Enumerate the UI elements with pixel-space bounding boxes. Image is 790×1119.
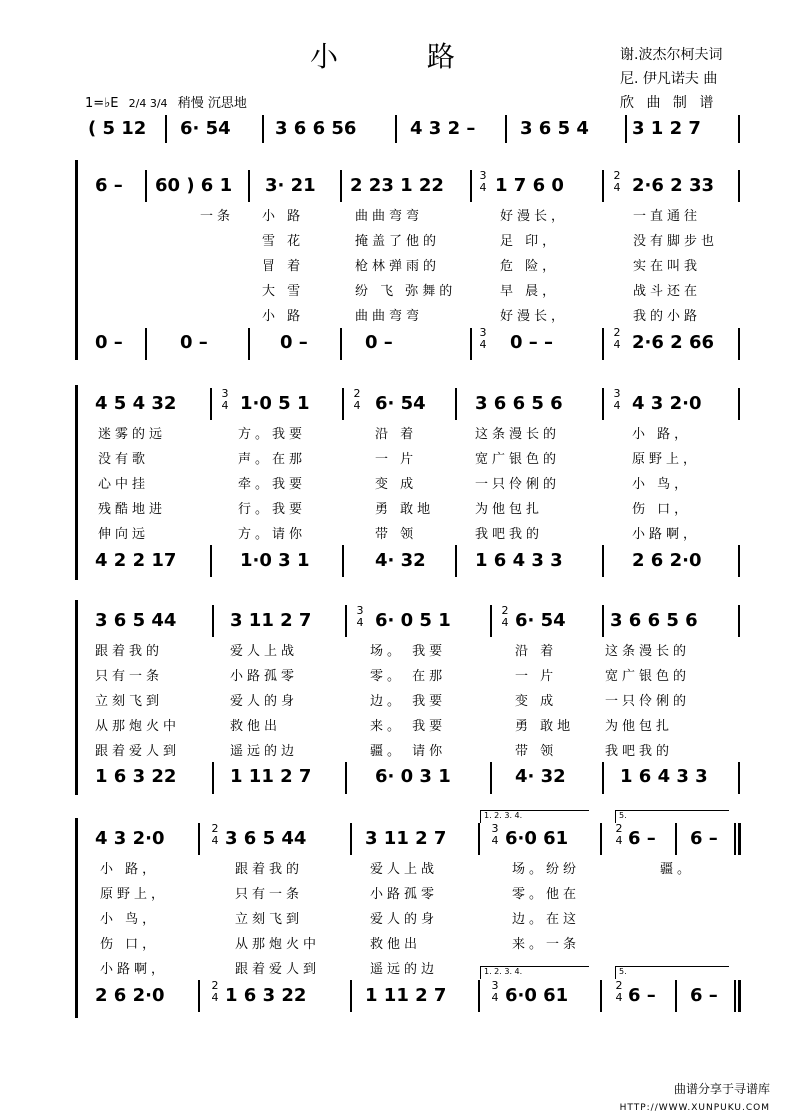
lyric: 爱人上战 [230, 644, 299, 659]
volta-bracket: 1. 2. 3. 4. [480, 966, 589, 979]
lyric: 从那炮火中 [95, 719, 181, 734]
lyric: 沿 着 [375, 427, 418, 442]
lyric: 小 路， [632, 427, 692, 442]
verse-row [0, 665, 790, 687]
lyric: 沿 着 [515, 644, 558, 659]
lyric: 小 路 [262, 309, 305, 324]
lyric: 小 路， [100, 862, 160, 877]
bar-line [675, 980, 677, 1012]
key-label: 1=♭E [85, 96, 119, 111]
lyric: 我吧我的 [605, 744, 674, 759]
lyric: 实在叫我 [633, 259, 702, 274]
measure: 6· 54 [375, 393, 426, 414]
bar-line [734, 823, 736, 855]
song-title: 小 路 [310, 40, 495, 73]
harmony-row [0, 550, 790, 580]
lyric: 为他包扎 [605, 719, 674, 734]
measure: 6· 54 [515, 610, 566, 631]
bar-line [600, 980, 602, 1012]
bar-line [738, 605, 740, 637]
measure: 0 – [95, 332, 123, 353]
lyric: 只有一条 [95, 669, 164, 684]
lyric: 为他包扎 [475, 502, 544, 517]
bar-line [165, 115, 167, 143]
lyric: 一条 [200, 209, 235, 224]
lyric: 好漫长， [500, 309, 569, 324]
time-signature: 3 4 [479, 169, 487, 194]
intro-measure: ( 5 12 [88, 118, 147, 139]
lyric: 场。纷纷 [512, 862, 581, 877]
measure: 3· 21 [265, 175, 316, 196]
bar-line [602, 545, 604, 577]
measure: 0 – [280, 332, 308, 353]
lyric: 伤 口， [632, 502, 692, 517]
verse-row [0, 423, 790, 445]
bar-line [342, 545, 344, 577]
measure: 3 11 2 7 [230, 610, 312, 631]
bar-line [470, 328, 472, 360]
bar-line [734, 980, 736, 1012]
measure: 3 6 5 44 [225, 828, 307, 849]
lyric: 小路啊， [632, 527, 701, 542]
lyric: 边。在这 [512, 912, 581, 927]
verse-row [0, 280, 790, 302]
lyric: 宽广银色的 [605, 669, 691, 684]
lyric: 来。 我要 [370, 719, 447, 734]
verse-row [0, 523, 790, 545]
meter-label: 2/4 3/4 [128, 97, 168, 110]
lyric: 一直通往 [633, 209, 702, 224]
bar-line [455, 545, 457, 577]
time-signature: 3 4 [491, 979, 499, 1004]
lyric: 伤 口， [100, 937, 160, 952]
time-signature: 3 4 [613, 387, 621, 412]
intro-measure: 6· 54 [180, 118, 231, 139]
verse-row [0, 858, 790, 880]
lyric: 没有歌 [98, 452, 150, 467]
measure: 2·6 2 33 [632, 175, 714, 196]
melody-row [0, 393, 790, 423]
lyric: 小 路 [262, 209, 305, 224]
lyric: 迷雾的远 [98, 427, 167, 442]
verse-row [0, 255, 790, 277]
verse-row [0, 883, 790, 905]
lyric: 这条漫长的 [475, 427, 561, 442]
lyric: 爱人的身 [230, 694, 299, 709]
measure: 0 – [365, 332, 393, 353]
lyric: 危 险， [500, 259, 560, 274]
measure: 4· 32 [375, 550, 426, 571]
verse-row [0, 205, 790, 227]
bar-line [350, 823, 352, 855]
lyric: 一 片 [515, 669, 558, 684]
verse-row [0, 908, 790, 930]
melody-row [0, 175, 790, 205]
lyric: 残酷地进 [98, 502, 167, 517]
verse-row [0, 690, 790, 712]
lyric: 纷 飞 弥舞的 [355, 284, 457, 299]
verse-row [0, 640, 790, 662]
bar-line [198, 823, 200, 855]
harmony-row [0, 766, 790, 796]
lyric: 小 鸟， [632, 477, 692, 492]
bar-line [212, 605, 214, 637]
tempo-label: 稍慢 沉思地 [177, 96, 247, 111]
lyric: 方。请你 [238, 527, 307, 542]
lyric: 好漫长， [500, 209, 569, 224]
time-signature: 2 4 [211, 979, 219, 1004]
measure: 6·0 61 [505, 828, 569, 849]
harmony-row [0, 985, 790, 1015]
lyric: 曲曲弯弯 [355, 209, 424, 224]
lyricist-credit: 谢.波杰尔柯夫词 [620, 47, 723, 63]
time-signature: 2 4 [501, 604, 509, 629]
lyric: 足 印， [500, 234, 560, 249]
bar-line [455, 388, 457, 420]
bar-line [145, 170, 147, 202]
lyric: 伸向远 [98, 527, 150, 542]
bar-line [602, 328, 604, 360]
lyric: 跟着我的 [235, 862, 304, 877]
lyric: 变 成 [375, 477, 418, 492]
melody-row [0, 828, 790, 858]
harmony-row [0, 332, 790, 362]
lyric: 方。我要 [238, 427, 307, 442]
measure: 4 3 2·0 [632, 393, 702, 414]
verse-row [0, 715, 790, 737]
time-signature: 2 4 [211, 822, 219, 847]
lyric: 救他出 [370, 937, 422, 952]
measure: 6 – [690, 985, 718, 1006]
bar-line [738, 115, 740, 143]
bar-line [478, 980, 480, 1012]
bar-line [602, 170, 604, 202]
lyric: 小路孤零 [370, 887, 439, 902]
measure: 1 6 4 3 3 [620, 766, 708, 787]
bar-line [478, 823, 480, 855]
bar-line [600, 823, 602, 855]
lyric: 早 晨， [500, 284, 560, 299]
measure: 2 6 2·0 [95, 985, 165, 1006]
bar-line [490, 605, 492, 637]
intro-measure: 4 3 2 – [410, 118, 476, 139]
lyric: 跟着我的 [95, 644, 164, 659]
measure: 60 ) 6 1 [155, 175, 233, 196]
measure: 6·0 61 [505, 985, 569, 1006]
volta-bracket: 5. [615, 810, 729, 823]
verse-row [0, 230, 790, 252]
bar-line [210, 388, 212, 420]
bar-line [340, 328, 342, 360]
lyric: 宽广银色的 [475, 452, 561, 467]
bar-line [350, 980, 352, 1012]
lyric: 爱人上战 [370, 862, 439, 877]
verse-row [0, 498, 790, 520]
measure: 3 11 2 7 [365, 828, 447, 849]
intro-measure: 3 6 6 56 [275, 118, 357, 139]
lyric: 枪林弹雨的 [355, 259, 441, 274]
measure: 6· 0 3 1 [375, 766, 451, 787]
lyric: 一 片 [375, 452, 418, 467]
footer-source: 曲谱分享于寻谱库 [673, 1082, 770, 1096]
lyric: 心中挂 [98, 477, 150, 492]
bar-line [395, 115, 397, 143]
lyric: 跟着爱人到 [95, 744, 181, 759]
lyric: 大 雪 [262, 284, 305, 299]
bar-line [345, 762, 347, 794]
arranger-credit: 欣 曲 制 谱 [620, 95, 718, 111]
bar-line [738, 328, 740, 360]
lyric: 场。 我要 [370, 644, 447, 659]
bar-line [738, 170, 740, 202]
lyric: 边。 我要 [370, 694, 447, 709]
volta-bracket: 5. [615, 966, 729, 979]
bar-line [248, 170, 250, 202]
lyric: 行。我要 [238, 502, 307, 517]
time-signature: 3 4 [221, 387, 229, 412]
measure: 2 6 2·0 [632, 550, 702, 571]
intro-measure: 3 1 2 7 [632, 118, 701, 139]
measure: 6 – [690, 828, 718, 849]
measure: 1 11 2 7 [230, 766, 312, 787]
lyric: 跟着爱人到 [235, 962, 321, 977]
lyric: 掩盖了他的 [355, 234, 441, 249]
lyric: 我的小路 [633, 309, 702, 324]
measure: 4 5 4 32 [95, 393, 177, 414]
lyric: 一只伶俐的 [605, 694, 691, 709]
bar-line [212, 762, 214, 794]
verse-row [0, 448, 790, 470]
melody-row [0, 610, 790, 640]
lyric: 遥远的边 [370, 962, 439, 977]
bar-line [262, 115, 264, 143]
measure: 4 2 2 17 [95, 550, 177, 571]
bar-line [675, 823, 677, 855]
lyric: 遥远的边 [230, 744, 299, 759]
composer-credit: 尼. 伊凡诺夫 曲 [620, 71, 718, 87]
lyric: 带 领 [375, 527, 418, 542]
time-signature: 3 4 [491, 822, 499, 847]
lyric: 战斗还在 [633, 284, 702, 299]
lyric: 雪 花 [262, 234, 305, 249]
measure: 1 6 3 22 [225, 985, 307, 1006]
bar-line [198, 980, 200, 1012]
measure: 1 6 4 3 3 [475, 550, 563, 571]
lyric: 从那炮火中 [235, 937, 321, 952]
bar-line [625, 115, 627, 143]
lyric: 小路孤零 [230, 669, 299, 684]
measure: 6 – [628, 985, 656, 1006]
lyric: 零。他在 [512, 887, 581, 902]
verse-row [0, 305, 790, 327]
bar-line [738, 762, 740, 794]
bar-line [738, 388, 740, 420]
measure: 1 6 3 22 [95, 766, 177, 787]
lyric: 来。一条 [512, 937, 581, 952]
footer-url[interactable]: HTTP://WWW.XUNPUKU.COM [619, 1103, 770, 1113]
bar-line [470, 170, 472, 202]
measure: 3 6 5 44 [95, 610, 177, 631]
bar-line [145, 328, 147, 360]
measure: 0 – [180, 332, 208, 353]
time-signature: 2 4 [613, 169, 621, 194]
intro-measure: 3 6 5 4 [520, 118, 589, 139]
measure: 6 – [628, 828, 656, 849]
lyric: 救他出 [230, 719, 282, 734]
verse-row [0, 740, 790, 762]
lyric: 声。在那 [238, 452, 307, 467]
final-bar-line [738, 823, 741, 855]
lyric: 冒 着 [262, 259, 305, 274]
bar-line [248, 328, 250, 360]
lyric: 只有一条 [235, 887, 304, 902]
measure: 2·6 2 66 [632, 332, 714, 353]
bar-line [602, 388, 604, 420]
lyric: 勇 敢地 [375, 502, 435, 517]
lyric: 这条漫长的 [605, 644, 691, 659]
measure: 4· 32 [515, 766, 566, 787]
lyric: 一只伶俐的 [475, 477, 561, 492]
volta-bracket: 1. 2. 3. 4. [480, 810, 589, 823]
measure: 1 11 2 7 [365, 985, 447, 1006]
time-signature: 2 4 [615, 979, 623, 1004]
lyric: 疆。 请你 [370, 744, 447, 759]
measure: 1 7 6 0 [495, 175, 564, 196]
lyric: 没有脚步也 [633, 234, 719, 249]
final-bar-line [738, 980, 741, 1012]
bar-line [602, 762, 604, 794]
bar-line [602, 605, 604, 637]
lyric: 立刻飞到 [235, 912, 304, 927]
measure: 0 – – [510, 332, 554, 353]
bar-line [505, 115, 507, 143]
measure: 1·0 3 1 [240, 550, 310, 571]
bar-line [738, 545, 740, 577]
lyric: 牵。我要 [238, 477, 307, 492]
verse-row [0, 473, 790, 495]
lyric: 曲曲弯弯 [355, 309, 424, 324]
lyric: 原野上， [100, 887, 169, 902]
lyric: 我吧我的 [475, 527, 544, 542]
measure: 4 3 2·0 [95, 828, 165, 849]
time-signature: 3 4 [479, 326, 487, 351]
lyric: 疆。 [660, 862, 695, 877]
bar-line [490, 762, 492, 794]
measure: 6 – [95, 175, 123, 196]
lyric: 变 成 [515, 694, 558, 709]
lyric: 小路啊， [100, 962, 169, 977]
lyric: 勇 敢地 [515, 719, 575, 734]
time-signature: 3 4 [356, 604, 364, 629]
lyric: 爱人的身 [370, 912, 439, 927]
lyric: 立刻飞到 [95, 694, 164, 709]
lyric: 原野上， [632, 452, 701, 467]
measure: 6· 0 5 1 [375, 610, 451, 631]
bar-line [340, 170, 342, 202]
time-signature: 2 4 [615, 822, 623, 847]
measure: 3 6 6 5 6 [610, 610, 698, 631]
time-signature: 2 4 [353, 387, 361, 412]
measure: 3 6 6 5 6 [475, 393, 563, 414]
bar-line [210, 545, 212, 577]
bar-line [342, 388, 344, 420]
lyric: 带 领 [515, 744, 558, 759]
measure: 2 23 1 22 [350, 175, 444, 196]
measure: 1·0 5 1 [240, 393, 310, 414]
verse-row [0, 933, 790, 955]
time-signature: 2 4 [613, 326, 621, 351]
bar-line [345, 605, 347, 637]
lyric: 零。 在那 [370, 669, 447, 684]
key-signature [85, 92, 247, 111]
lyric: 小 鸟， [100, 912, 160, 927]
